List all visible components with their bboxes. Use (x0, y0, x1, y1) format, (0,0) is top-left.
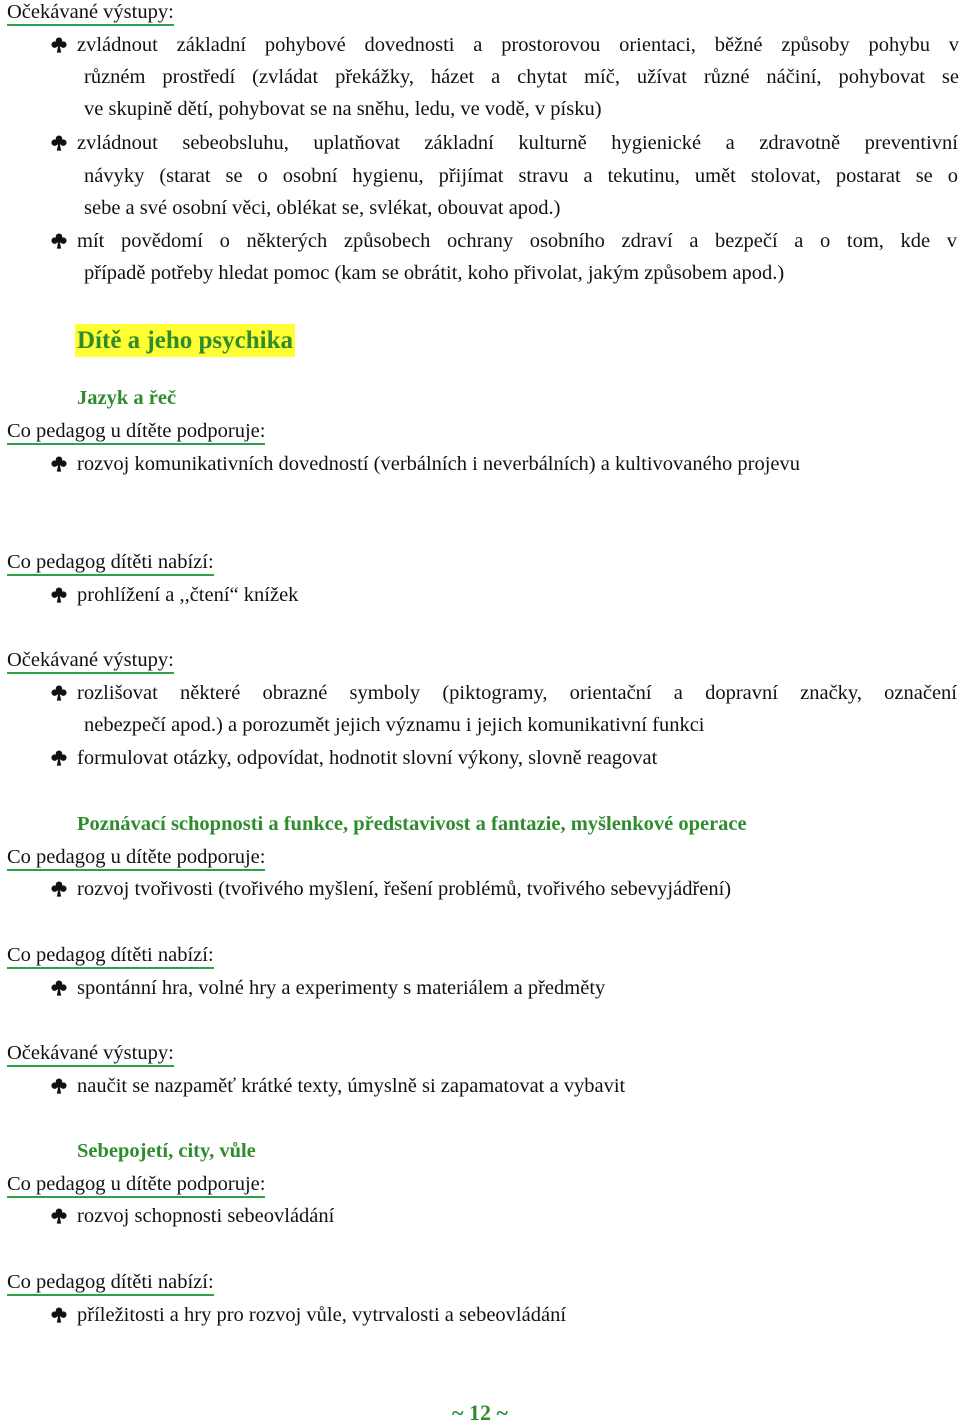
clover-icon (50, 586, 68, 604)
list-item-text: rozvoj schopnosti sebeovládání (77, 1205, 335, 1227)
section-label-offers: Co pedagog dítěti nabízí: (7, 1270, 214, 1294)
section-label-supports: Co pedagog u dítěte podporuje: (7, 419, 265, 443)
list-item-text: prohlížení a ,,čtení“ knížek (77, 584, 299, 606)
list-item-text: rozlišovat některé obrazné symboly (piktogramy, orientační a dopravní značky, označení (77, 682, 957, 704)
list-item-text-cont: nebezpečí apod.) a porozumět jejich významu i jejich komunikativní funkci (84, 714, 705, 736)
clover-icon (50, 979, 68, 997)
list-item-text: zvládnout sebeobsluhu, uplatňovat základní kulturně hygienické a zdravotně preventivní (77, 132, 958, 154)
list-item-text-cont: ve skupině dětí, pohybovat se na sněhu, ledu, ve vodě, v písku) (84, 98, 602, 120)
page-number: ~ 12 ~ (452, 1400, 508, 1425)
section-label-supports: Co pedagog u dítěte podporuje: (7, 845, 265, 869)
main-heading: Dítě a jeho psychika (75, 324, 295, 357)
subsection-heading-language: Jazyk a řeč (77, 387, 177, 409)
clover-icon (50, 1207, 68, 1225)
list-item-text: mít povědomí o některých způsobech ochrany osobního zdraví a bezpečí a o tom, kde v (77, 230, 957, 252)
list-item-text: příležitosti a hry pro rozvoj vůle, vytrvalosti a sebeovládání (77, 1304, 567, 1326)
clover-icon (50, 232, 68, 250)
section-label-expected-outputs: Očekávané výstupy: (7, 0, 174, 24)
list-item-text-cont: různém prostředí (zvládat překážky, házet a chytat míč, užívat různé náčiní, pohybovat se (84, 66, 959, 88)
clover-icon (50, 1306, 68, 1324)
clover-icon (50, 684, 68, 702)
section-label-expected-outputs: Očekávané výstupy: (7, 648, 174, 672)
clover-icon (50, 749, 68, 767)
clover-icon (50, 455, 68, 473)
list-item-text-cont: případě potřeby hledat pomoc (kam se obrátit, koho přivolat, jakým způsobem apod.) (84, 262, 785, 284)
list-item-text: naučit se nazpaměť krátké texty, úmyslně si zapamatovat a vybavit (77, 1075, 626, 1097)
list-item-text: rozvoj tvořivosti (tvořivého myšlení, řešení problémů, tvořivého sebevyjádření) (77, 878, 732, 900)
list-item-text-cont: návyky (starat se o osobní hygienu, přijímat stravu a tekutinu, umět stolovat, postarat se o (84, 165, 958, 187)
clover-icon (50, 1077, 68, 1095)
list-item-text: rozvoj komunikativních dovedností (verbálních i neverbálních) a kultivovaného projevu (77, 453, 800, 475)
list-item-text: spontánní hra, volné hry a experimenty s materiálem a předměty (77, 977, 606, 999)
section-label-offers: Co pedagog dítěti nabízí: (7, 550, 214, 574)
clover-icon (50, 134, 68, 152)
list-item-text: zvládnout základní pohybové dovednosti a prostorovou orientaci, běžné způsoby pohybu v (77, 34, 959, 56)
section-label-supports: Co pedagog u dítěte podporuje: (7, 1172, 265, 1196)
subsection-heading-self-concept: Sebepojetí, city, vůle (77, 1140, 256, 1162)
subsection-heading-cognition: Poznávací schopnosti a funkce, představivost a fantazie, myšlenkové operace (77, 813, 747, 835)
section-label-offers: Co pedagog dítěti nabízí: (7, 943, 214, 967)
section-label-expected-outputs: Očekávané výstupy: (7, 1041, 174, 1065)
list-item-text-cont: sebe a své osobní věci, oblékat se, svlékat, obouvat apod.) (84, 197, 561, 219)
list-item-text: formulovat otázky, odpovídat, hodnotit slovní výkony, slovně reagovat (77, 747, 658, 769)
clover-icon (50, 36, 68, 54)
clover-icon (50, 880, 68, 898)
